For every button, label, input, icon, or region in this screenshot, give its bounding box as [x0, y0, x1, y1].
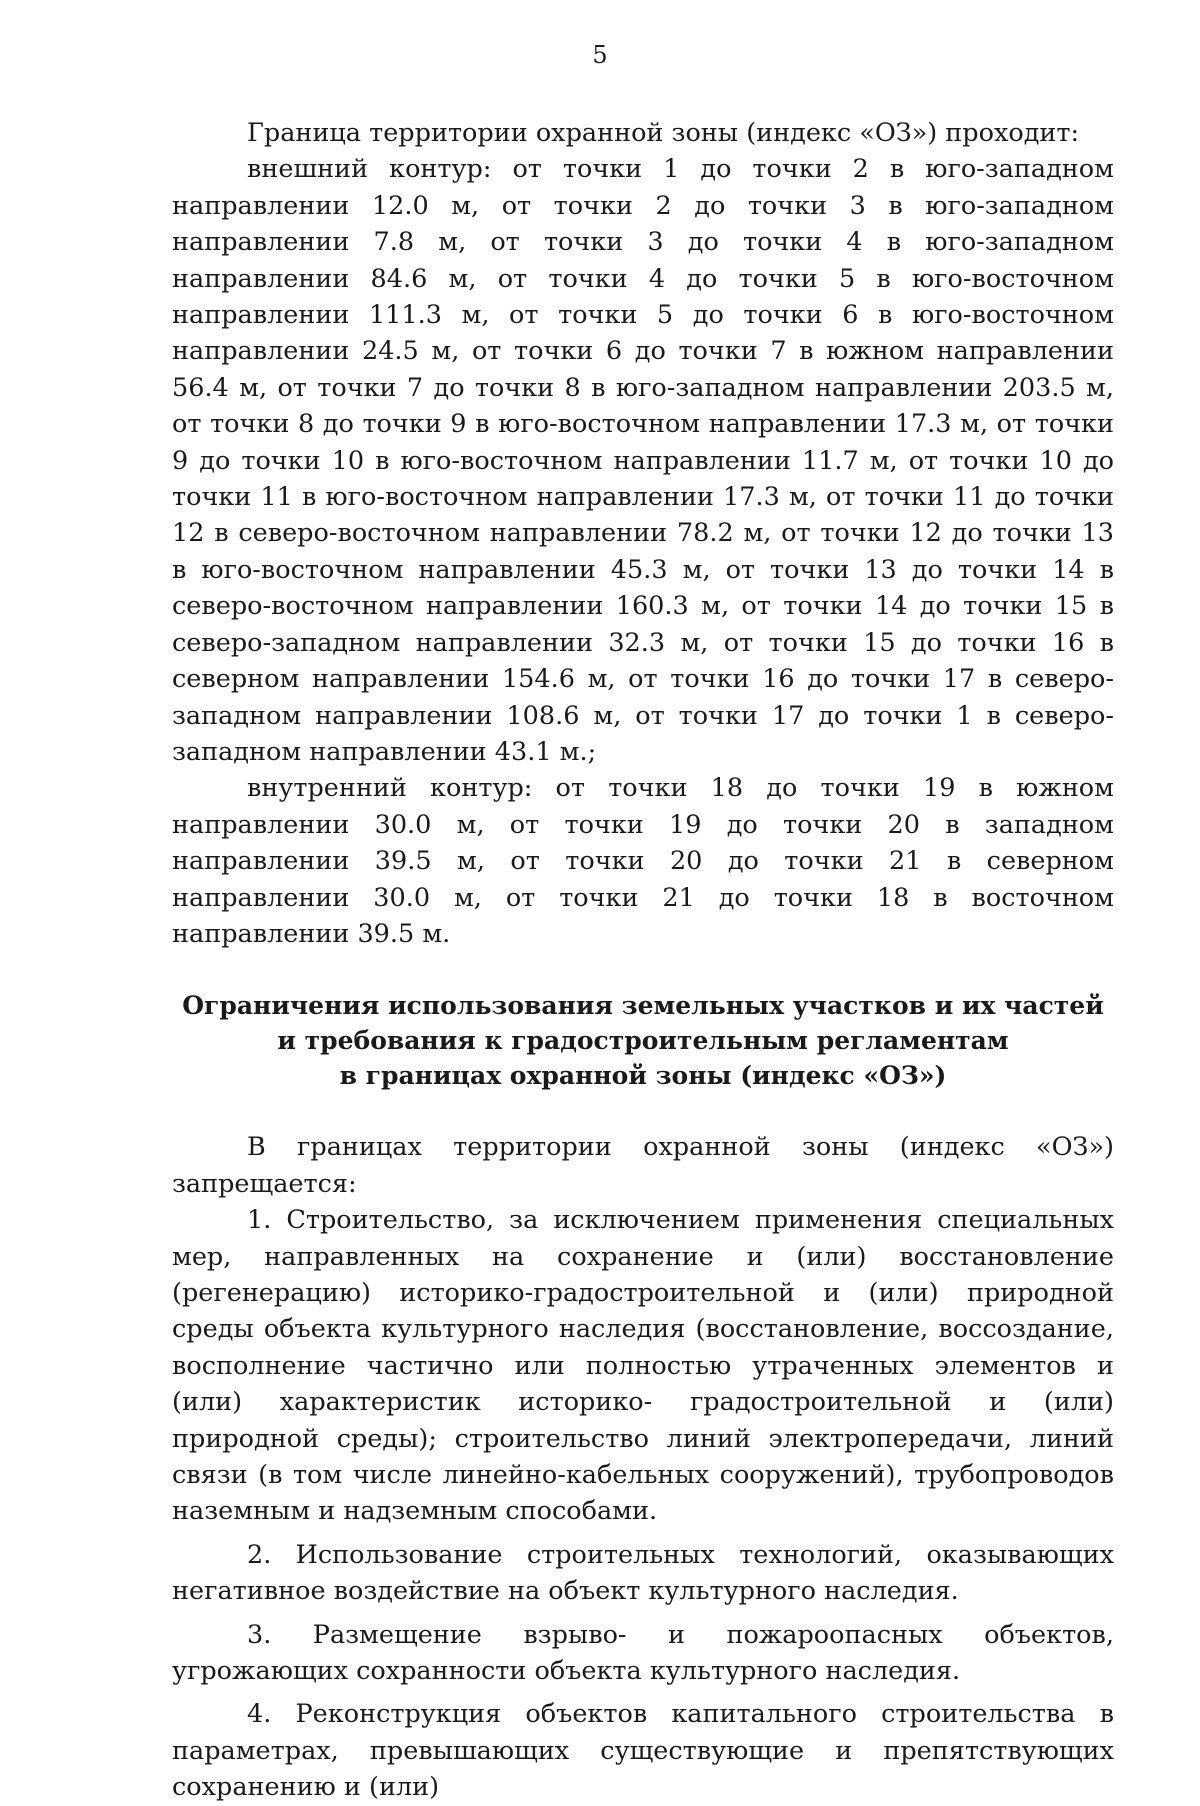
prohibition-item: 3. Размещение взрыво- и пожароопасных объектов, угрожающих сохранности объекта культурного наследия. [172, 1619, 1114, 1687]
section-heading-line-2: и требования к градостроительным регламентам [277, 1026, 1009, 1056]
page-number: 5 [592, 41, 608, 69]
section-heading [172, 988, 1114, 1093]
prohibition-item: 2. Использование строительных технологий, оказывающих негативное воздействие на объект культурного наследия. [172, 1539, 1114, 1607]
inner-contour-paragraph: внутренний контур: от точки 18 до точки 19 в южном направлении 30.0 м, от точки 19 до точки 20 в западном направлении 39.5 м, от точки 20 до точки 21 в северном направлении 30.0 м, от точки 21 до точки 18 в восточном направлении 39.5 м. [172, 773, 1114, 949]
prohibitions-intro: В границах территории охранной зоны (индекс «ОЗ») запрещается: [172, 1132, 1114, 1199]
zone-boundary-intro: Граница территории охранной зоны (индекс «ОЗ») проходит: [247, 118, 1080, 148]
outer-contour-paragraph: внешний контур: от точки 1 до точки 2 в юго-западном направлении 12.0 м, от точки 2 до точки 3 в юго-западном направлении 7.8 м, от точки 3 до точки 4 в юго-западном направлении 84.6 м, от точки 4 до точки 5 в юго-восточном направлении 111.3 м, от точки 5 до точки 6 в юго-восточном направлении 24.5 м, от точки 6 до точки 7 в южном направлении 56.4 м, от точки 7 до точки 8 в юго-западном направлении 203.5 м, от точки 8 до точки 9 в юго-восточном направлении 17.3 м, от точки 9 до точки 10 в юго-восточном направлении 11.7 м, от точки 10 до точки 11 в юго-восточном направлении 17.3 м, от точки 11 до точки 12 в северо-восточном направлении 78.2 м, от точки 12 до точки 13 в юго-восточном направлении 45.3 м, от точки 13 до точки 14 в северо-восточном направлении 160.3 м, от точки 14 до точки 15 в северо-западном направлении 32.3 м, от точки 15 до точки 16 в северном направлении 154.6 м, от точки 16 до точки 17 в северо-западном направлении 108.6 м, от точки 17 до точки 1 в северо-западном направлении 43.1 м.; [172, 154, 1114, 767]
prohibition-item: 1. Строительство, за исключением применения специальных мер, направленных на сохранение и (или) восстановление (регенерацию) историко-градостроительной и (или) природной среды объекта культурного наследия (восстановление, воссоздание, восполнение частично или полностью утраченных элементов и (или) характеристик историко- градостроительной и (или) природной среды); строительство линий электропередачи, линий связи (в том числе линейно-кабельных сооружений), трубопроводов наземным и надземным способами. [172, 1205, 1114, 1527]
section-heading-line-3: в границах охранной зоны (индекс «ОЗ») [339, 1061, 947, 1091]
document-body [172, 115, 1114, 1806]
section-heading-line-1: Ограничения использования земельных участков и их частей [182, 991, 1104, 1021]
prohibition-item: 4. Реконструкция объектов капитального строительства в параметрах, превышающих существующие и препятствующих сохранению и (или) [172, 1699, 1114, 1803]
